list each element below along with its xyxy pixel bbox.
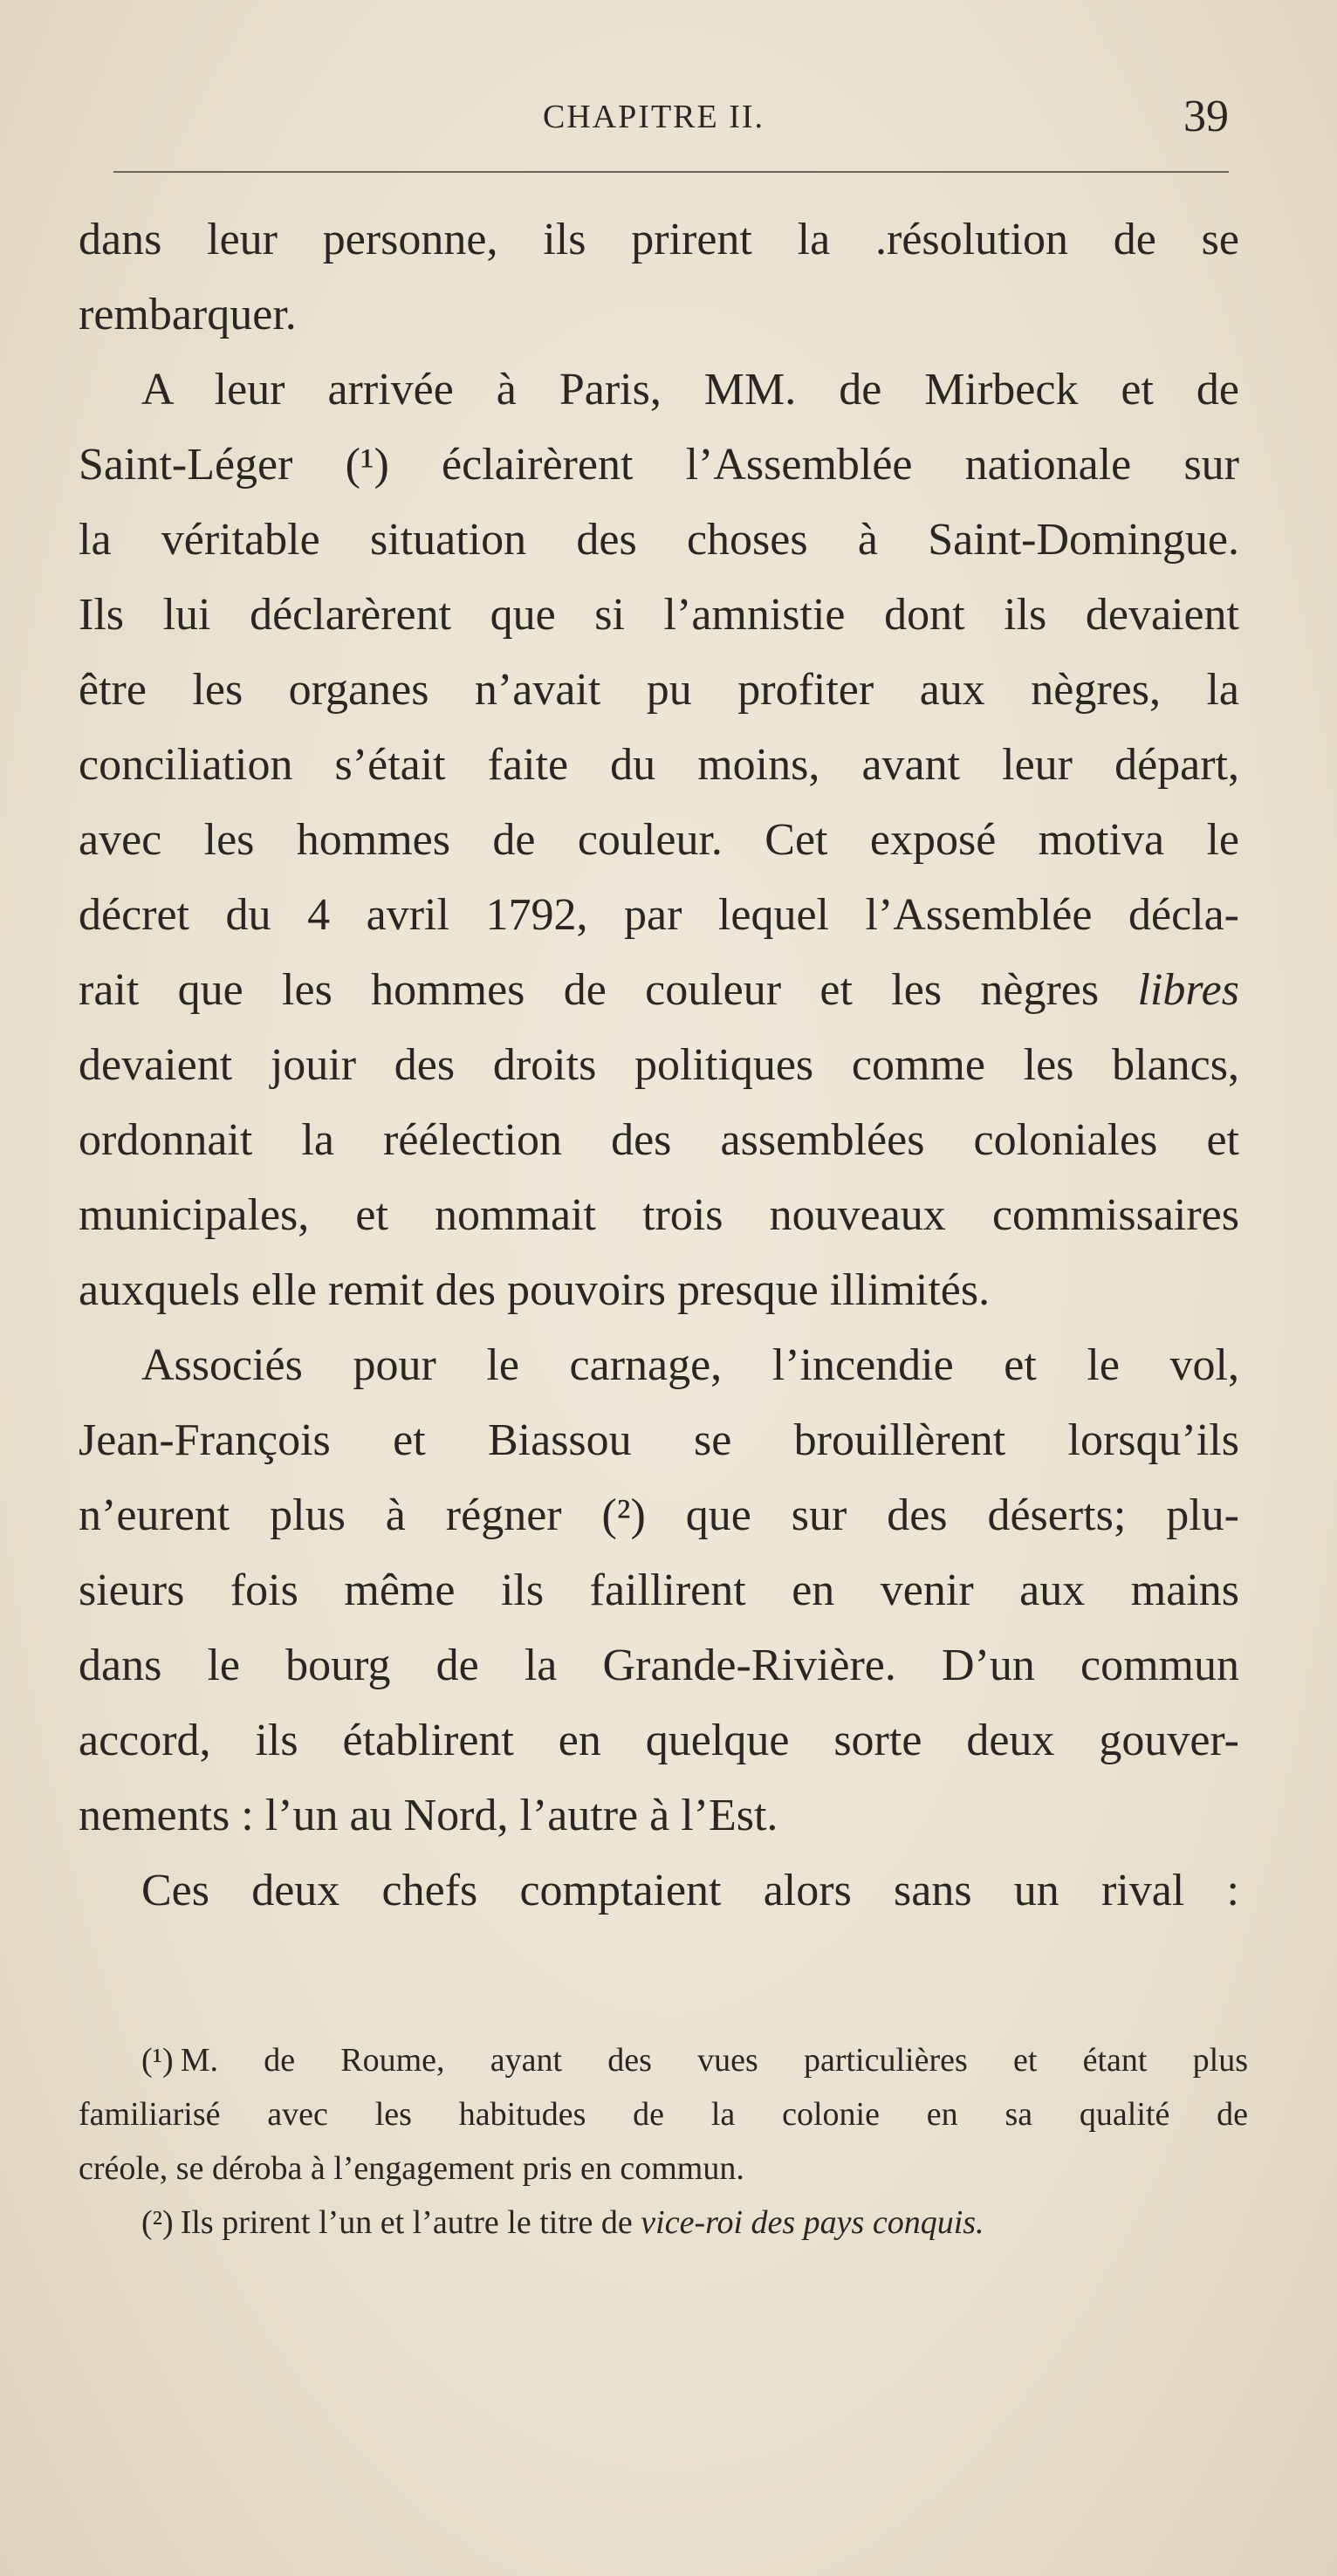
running-head: CHAPITRE II. [542,99,765,135]
page-number: 39 [1183,92,1229,141]
body-text [79,202,1239,1929]
footnote-1-line: familiarisé avec les habitudes de la colonie en sa qualité de [79,2096,1248,2133]
page-header [79,87,1229,140]
footnotes [79,2033,1248,2250]
footnote-2-line [79,2196,1248,2250]
footnote-1-mark: (¹) [141,2042,174,2079]
text-line: dans le bourg de la Grande-Rivière. D’un commun [79,1641,1239,1690]
text-line: avec les hommes de couleur. Cet exposé motiva le [79,815,1239,865]
text-line: accord, ils établirent en quelque sorte deux gouver- [79,1716,1239,1765]
text-line-with-italic [79,953,1239,1028]
italic-word: libres [1137,965,1240,1015]
paragraph-start-line: Associés pour le carnage, l’incendie et le vol, [141,1340,1239,1390]
text-line: auxquels elle remit des pouvoirs presque illimités. [79,1265,991,1315]
text-line: Saint-Léger (¹) éclairèrent l’Assemblée nationale sur [79,440,1239,490]
text-line: ordonnait la réélection des assemblées coloniales et [79,1115,1239,1165]
footnote-2-mark: (²) [141,2204,174,2241]
text-line: dans leur personne, ils prirent la .résolution de se [79,215,1239,264]
footnote-text: Ils prirent l’un et l’autre le titre de [180,2204,633,2241]
text-line: conciliation s’était faite du moins, avant leur départ, [79,740,1239,790]
text-line: municipales, et nommait trois nouveaux commissaires [79,1190,1239,1240]
header-rule [113,171,1229,173]
footnote-1-line: créole, se déroba à l’engagement pris en commun. [79,2150,744,2187]
text-line: rembarquer. [79,290,297,339]
text-line: n’eurent plus à régner (²) que sur des déserts; plu- [79,1490,1239,1540]
footnote-1-line [79,2033,1248,2087]
text-line: Jean-François et Biassou se brouillèrent lorsqu’ils [79,1415,1239,1465]
text-span: rait que les hommes de couleur et les nègres [79,965,1100,1015]
text-line: devaient jouir des droits politiques comme les blancs, [79,1040,1239,1090]
text-line: la véritable situation des choses à Saint-Domingue. [79,515,1239,565]
text-line: sieurs fois même ils faillirent en venir aux mains [79,1565,1239,1615]
paragraph-start-line: Ces deux chefs comptaient alors sans un rival : [141,1866,1239,1915]
text-line: Ils lui déclarèrent que si l’amnistie dont ils devaient [79,590,1239,640]
text-line: nements : l’un au Nord, l’autre à l’Est. [79,1791,778,1840]
footnote-italic: vice-roi des pays conquis. [641,2204,984,2241]
text-line: décret du 4 avril 1792, par lequel l’Assemblée décla- [79,890,1239,940]
footnote-text: M. de Roume, ayant des vues particulières et étant plus [180,2042,1248,2079]
paragraph-start-line: A leur arrivée à Paris, MM. de Mirbeck et de [141,365,1239,414]
text-line: être les organes n’avait pu profiter aux nègres, la [79,665,1239,715]
